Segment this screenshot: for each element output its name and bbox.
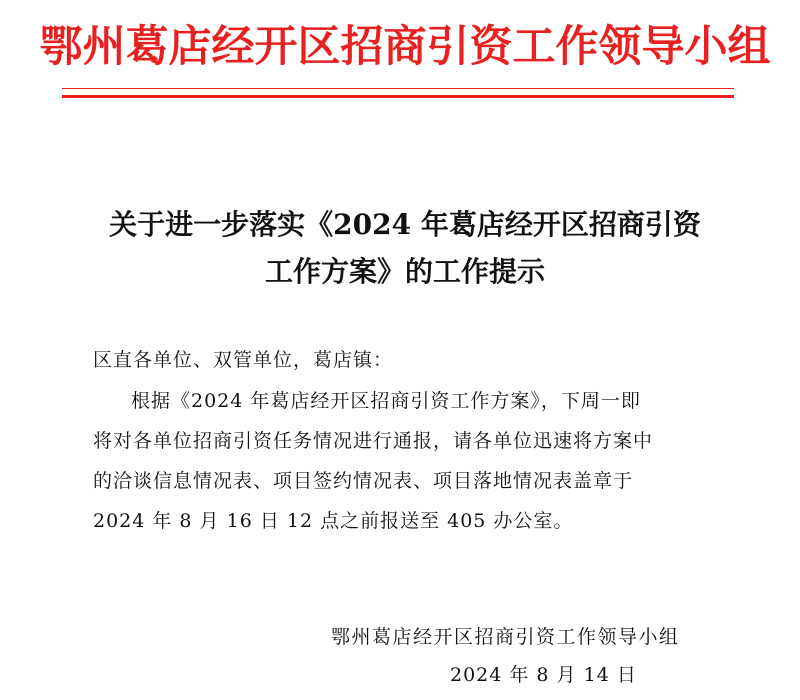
- body-line-4: 2024 年 8 月 16 日 12 点之前报送至 405 办公室。: [93, 510, 574, 532]
- letterhead-rule-thin: [62, 88, 734, 89]
- signature-date: 2024 年 8 月 14 日: [450, 664, 637, 686]
- document-title-line-2: 工作方案》的工作提示: [264, 255, 545, 288]
- signature-organization: 鄂州葛店经开区招商引资工作领导小组: [331, 626, 680, 648]
- salutation: 区直各单位、双管单位，葛店镇：: [93, 349, 394, 371]
- letterhead-title: 鄂州葛店经开区招商引资工作领导小组: [39, 21, 771, 72]
- document-title-line-1: 关于进一步落实《2024 年葛店经开区招商引资: [109, 208, 701, 241]
- body-line-3: 的洽谈信息情况表、项目签约情况表、项目落地情况表盖章于: [93, 470, 634, 492]
- body-line-1: 根据《2024 年葛店经开区招商引资工作方案》，下周一即: [131, 390, 641, 412]
- body-line-2: 将对各单位招商引资任务情况进行通报，请各单位迅速将方案中: [93, 430, 654, 452]
- letterhead-rule-thick: [62, 95, 734, 98]
